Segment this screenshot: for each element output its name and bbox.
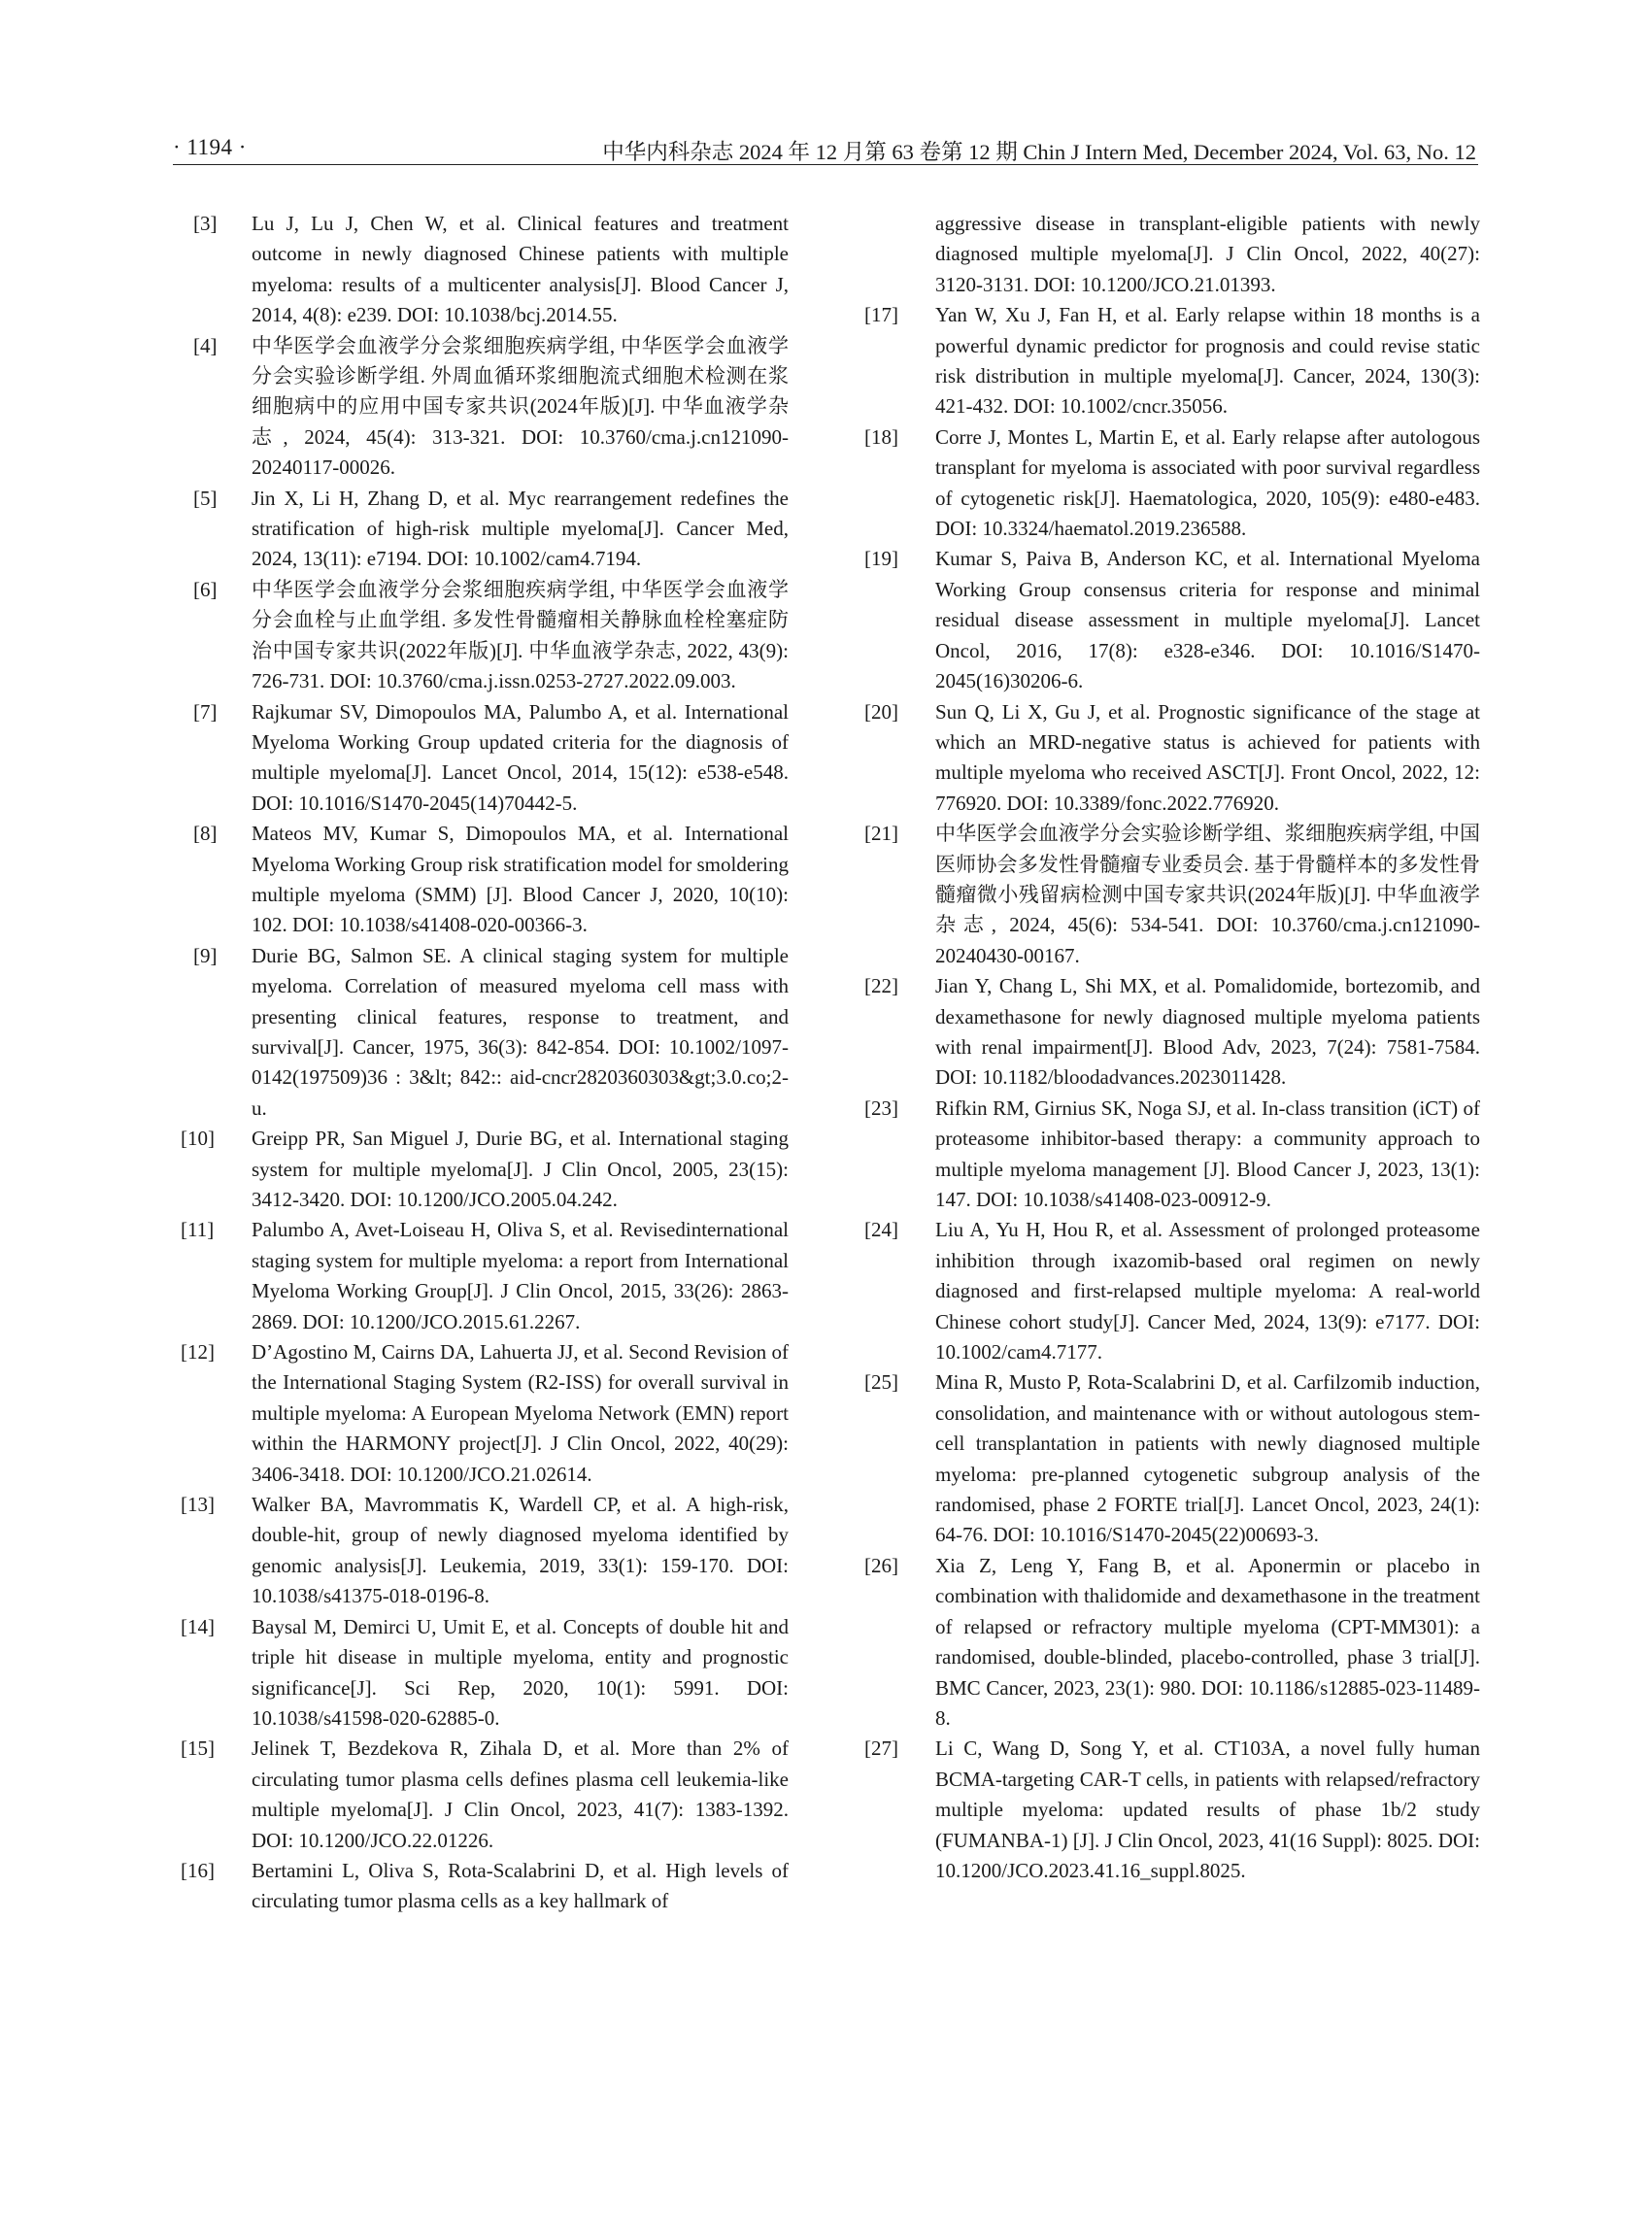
reference-text: Greipp PR, San Miguel J, Durie BG, et al. International staging system for multiple myeloma[J]. J Clin Oncol, 2005, 23(15): 3412-3420. DOI: 10.1200/JCO.2005.04.242. — [252, 1127, 789, 1211]
reference-number: [3] — [193, 212, 218, 235]
reference-text: Mateos MV, Kumar S, Dimopoulos MA, et al. International Myeloma Working Group risk stratification model for smoldering multiple myeloma (SMM) [J]. Blood Cancer J, 2020, 10(10): 102. DOI: 10.1038/s41408-020-00366-3. — [252, 822, 789, 937]
reference-text: Sun Q, Li X, Gu J, et al. Prognostic significance of the stage at which an MRD-negative status is achieved for patients with multiple myeloma who received ASCT[J]. Front Oncol, 2022, 12: 776920. DOI: 10.3389/fonc.2022.776920. — [935, 699, 1480, 815]
reference-item — [181, 1124, 789, 1215]
reference-item — [181, 1734, 789, 1856]
reference-number: [20] — [864, 699, 898, 724]
reference-text: 中华医学会血液学分会浆细胞疾病学组, 中华医学会血液学分会血栓与止血学组. 多发性骨髓瘤相关静脉血栓栓塞症防治中国专家共识(2022年版)[J]. 中华血液学杂志, 2022, 43(9): 726-731. DOI: 10.3760/cma.j.issn.0253-2727.2022.09.003. — [252, 577, 789, 693]
reference-item — [864, 819, 1480, 971]
reference-number: [15] — [181, 1736, 215, 1761]
reference-number: [27] — [864, 1736, 898, 1761]
reference-text: Rajkumar SV, Dimopoulos MA, Palumbo A, et al. International Myeloma Working Group updated criteria for the diagnosis of multiple myeloma[J]. Lancet Oncol, 2014, 15(12): e538-e548. DOI: 10.1016/S1470-2045(14)70442-5. — [252, 699, 789, 815]
reference-number: [24] — [864, 1218, 898, 1242]
reference-number: [5] — [193, 486, 218, 510]
reference-item — [864, 971, 1480, 1094]
reference-number: [22] — [864, 974, 898, 998]
reference-text: Yan W, Xu J, Fan H, et al. Early relapse within 18 months is a powerful dynamic predictor for prognosis and could revise static risk distribution in multiple myeloma[J]. Cancer, 2024, 130(3): 421-432. DOI: 10.1002/cncr.35056. — [935, 303, 1480, 419]
reference-text: Bertamini L, Oliva S, Rota-Scalabrini D, et al. High levels of circulating tumor plasma cells as a key hallmark of — [252, 1858, 789, 1913]
reference-number: [6] — [193, 577, 218, 601]
reference-item — [864, 1367, 1480, 1550]
references-right-column — [864, 209, 1480, 1886]
reference-text: Lu J, Lu J, Chen W, et al. Clinical features and treatment outcome in newly diagnosed Chinese patients with multiple myeloma: results of a multicenter analysis[J]. Blood Cancer J, 2014, 4(8): e239. DOI: 10.1038/bcj.2014.55. — [252, 212, 789, 327]
reference-item — [181, 697, 789, 820]
reference-number: [18] — [864, 424, 898, 449]
reference-text: 中华医学会血液学分会实验诊断学组、浆细胞疾病学组, 中国医师协会多发性骨髓瘤专业委员会. 基于骨髓样本的多发性骨髓瘤微小残留病检测中国专家共识(2024年版)[J]. 中华血液学杂志, 2024, 45(6): 534-541. DOI: 10.3760/cma.j.cn121090-20240430-00167. — [935, 822, 1480, 967]
page-number: · 1194 · — [173, 135, 247, 159]
reference-text: Jin X, Li H, Zhang D, et al. Myc rearrangement redefines the stratification of high-risk multiple myeloma[J]. Cancer Med, 2024, 13(11): e7194. DOI: 10.1002/cam4.7194. — [252, 486, 789, 571]
reference-continuation: aggressive disease in transplant-eligible patients with newly diagnosed multiple myeloma[J]. J Clin Oncol, 2022, 40(27): 3120-3131. DOI: 10.1200/JCO.21.01393. — [935, 212, 1480, 296]
reference-text: Jian Y, Chang L, Shi MX, et al. Pomalidomide, bortezomib, and dexamethasone for newly diagnosed multiple myeloma patients with renal impairment[J]. Blood Adv, 2023, 7(24): 7581-7584. DOI: 10.1182/bloodadvances.2023011428. — [935, 974, 1480, 1090]
reference-text: Xia Z, Leng Y, Fang B, et al. Aponermin or placebo in combination with thalidomide and dexamethasone in the treatment of relapsed or refractory multiple myeloma (CPT-MM301): a randomised, double-blinded, placebo-controlled, phase 3 trial[J]. BMC Cancer, 2023, 23(1): 980. DOI: 10.1186/s12885-023-11489-8. — [935, 1553, 1480, 1730]
reference-item — [864, 422, 1480, 545]
reference-text: D’Agostino M, Cairns DA, Lahuerta JJ, et al. Second Revision of the International Staging System (R2-ISS) for overall survival in multiple myeloma: A European Myeloma Network (EMN) report within the HARMONY project[J]. J Clin Oncol, 2022, 40(29): 3406-3418. DOI: 10.1200/JCO.21.02614. — [252, 1340, 789, 1486]
reference-text: 中华医学会血液学分会浆细胞疾病学组, 中华医学会血液学分会实验诊断学组. 外周血循环浆细胞流式细胞术检测在浆细胞病中的应用中国专家共识(2024年版)[J]. 中华血液学杂志, 2024, 45(4): 313-321. DOI: 10.3760/cma.j.cn121090-20240117-00026. — [252, 333, 789, 480]
reference-item — [864, 544, 1480, 696]
reference-item — [181, 1856, 789, 1917]
reference-text: Jelinek T, Bezdekova R, Zihala D, et al. More than 2% of circulating tumor plasma cells defines plasma cell leukemia-like multiple myeloma[J]. J Clin Oncol, 2023, 41(7): 1383-1392. DOI: 10.1200/JCO.22.01226. — [252, 1736, 789, 1852]
reference-item — [864, 1094, 1480, 1216]
reference-number: [9] — [193, 943, 218, 967]
reference-item — [181, 1490, 789, 1612]
reference-number: [21] — [864, 822, 898, 846]
reference-text: Corre J, Montes L, Martin E, et al. Early relapse after autologous transplant for myeloma is associated with poor survival regardless of cytogenetic risk[J]. Haematologica, 2020, 105(9): e480-e483. DOI: 10.3324/haematol.2019.236588. — [935, 424, 1480, 541]
reference-item — [181, 819, 789, 941]
reference-text: Mina R, Musto P, Rota-Scalabrini D, et al. Carfilzomib induction, consolidation, and maintenance with or without autologous stem-cell transplantation in patients with newly diagnosed multiple myeloma: pre-planned cytogenetic subgroup analysis of the randomised, phase 2 FORTE trial[J]. Lancet Oncol, 2023, 24(1): 64-76. DOI: 10.1016/S1470-2045(22)00693-3. — [935, 1370, 1480, 1547]
reference-number: [19] — [864, 547, 898, 571]
reference-number: [11] — [181, 1218, 215, 1242]
reference-text: Rifkin RM, Girnius SK, Noga SJ, et al. In-class transition (iCT) of proteasome inhibitor-based therapy: a community approach to multiple myeloma management [J]. Blood Cancer J, 2023, 13(1): 147. DOI: 10.1038/s41408-023-00912-9. — [935, 1096, 1480, 1211]
reference-item — [181, 484, 789, 575]
reference-item — [864, 1215, 1480, 1367]
reference-text: Walker BA, Mavrommatis K, Wardell CP, et al. A high-risk, double-hit, group of newly diagnosed myeloma identified by genomic analysis[J]. Leukemia, 2019, 33(1): 159-170. DOI: 10.1038/s41375-018-0196-8. — [252, 1493, 789, 1608]
reference-number: [13] — [181, 1493, 215, 1517]
reference-item — [864, 697, 1480, 820]
reference-item — [181, 1612, 789, 1735]
references-left-column — [181, 209, 789, 1917]
journal-info: 中华内科杂志 2024 年 12 月第 63 卷第 12 期 Chin J Intern Med, December 2024, Vol. 63, No. 12 — [602, 140, 1476, 164]
reference-item — [864, 1551, 1480, 1734]
reference-number: [14] — [181, 1614, 215, 1638]
reference-item — [864, 1734, 1480, 1886]
reference-item — [181, 1215, 789, 1337]
reference-item — [181, 1337, 789, 1490]
reference-number: [23] — [864, 1096, 898, 1120]
reference-item — [181, 331, 789, 484]
reference-number: [26] — [864, 1553, 898, 1577]
reference-item — [181, 941, 789, 1124]
reference-number: [12] — [181, 1340, 215, 1365]
reference-text: Liu A, Yu H, Hou R, et al. Assessment of prolonged proteasome inhibition through ixazomib-based oral regimen on newly diagnosed and first-relapsed multiple myeloma: A real-world Chinese cohort study[J]. Cancer Med, 2024, 13(9): e7177. DOI: 10.1002/cam4.7177. — [935, 1218, 1480, 1365]
reference-text: Kumar S, Paiva B, Anderson KC, et al. International Myeloma Working Group consensus criteria for response and minimal residual disease assessment in multiple myeloma[J]. Lancet Oncol, 2016, 17(8): e328-e346. DOI: 10.1016/S1470-2045(16)30206-6. — [935, 547, 1480, 693]
reference-item — [864, 300, 1480, 422]
reference-text: Palumbo A, Avet-Loiseau H, Oliva S, et al. Revisedinternational staging system for multiple myeloma: a report from International Myeloma Working Group[J]. J Clin Oncol, 2015, 33(26): 2863-2869. DOI: 10.1200/JCO.2015.61.2267. — [252, 1218, 789, 1333]
page-header — [173, 133, 1478, 165]
reference-number: [17] — [864, 303, 898, 327]
reference-number: [25] — [864, 1370, 898, 1395]
reference-text: Durie BG, Salmon SE. A clinical staging system for multiple myeloma. Correlation of measured myeloma cell mass with presenting clinical features, response to treatment, and survival[J]. Cancer, 1975, 36(3): 842-854. DOI: 10.1002/1097-0142(197509)36 : 3&lt; 842:: aid-cncr2820360303&gt;3.0.co;2-u. — [252, 943, 789, 1120]
reference-number: [7] — [193, 699, 218, 724]
reference-number: [10] — [181, 1127, 215, 1151]
reference-text: Li C, Wang D, Song Y, et al. CT103A, a novel fully human BCMA-targeting CAR-T cells, in patients with relapsed/refractory multiple myeloma: updated results of phase 1b/2 study (FUMANBA-1) [J]. J Clin Oncol, 2023, 41(16 Suppl): 8025. DOI: 10.1200/JCO.2023.41.16_suppl.8025. — [935, 1736, 1480, 1882]
reference-text: Baysal M, Demirci U, Umit E, et al. Concepts of double hit and triple hit disease in multiple myeloma, entity and prognostic significance[J]. Sci Rep, 2020, 10(1): 5991. DOI: 10.1038/s41598-020-62885-0. — [252, 1614, 789, 1730]
reference-number: [8] — [193, 822, 218, 846]
reference-number: [16] — [181, 1858, 215, 1882]
reference-number: [4] — [193, 333, 218, 357]
reference-item — [181, 209, 789, 331]
reference-item — [181, 575, 789, 697]
